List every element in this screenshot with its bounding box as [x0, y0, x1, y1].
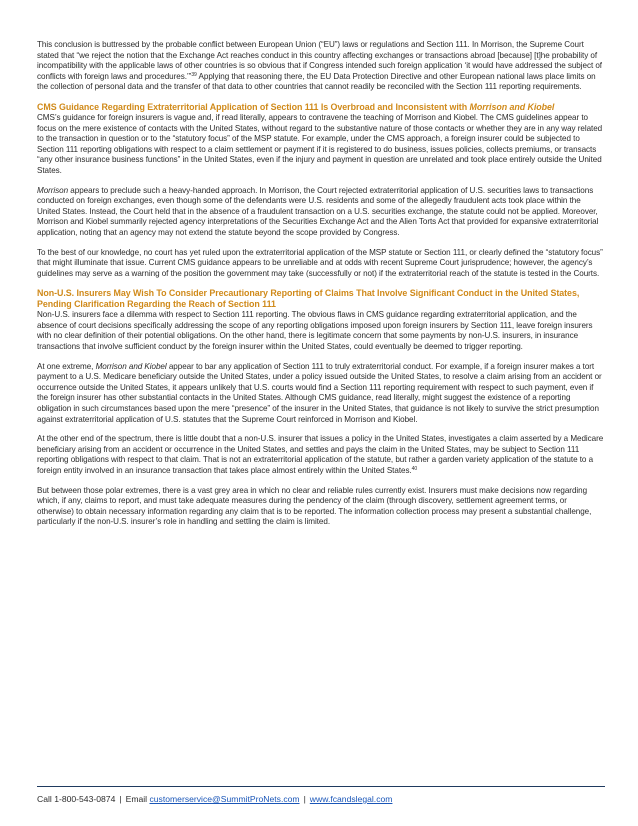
document-body	[37, 40, 605, 528]
case-name: Morrison and Kiobel	[95, 361, 167, 371]
section-heading-precautionary-reporting: Non-U.S. Insurers May Wish To Consider Precautionary Reporting of Claims That Involve Significant Conduct in the United States, Pending Clarification Regarding the Reach of Section 111	[37, 288, 580, 310]
footer-email-label: Email	[125, 794, 148, 804]
paragraph-text: appear to bar any application of Section 111 to truly extraterritorial conduct. For example, if a foreign insurer makes a tort payment to a U.S. Medicare beneficiary outside the United States, under a policy issued outside the United States, to resolve a claim arising from an accident or occurrence outside the United States, it appears unlikely that U.S. courts would find a Section 111 reporting requirement with respect to such payment, even if the foreign insurer has other substantial contacts in the United States. Although CMS guidance, read literally, might suggest the existence of a reporting obligation in such circumstances based upon the mere “presence” of the insurer in the United States, that guidance is not likely to survive the strict presumption against extraterritorial application of U.S. statutes that the Supreme Court reinforced in Morrison and Kiobel.	[37, 361, 602, 424]
paragraph-one-extreme	[37, 362, 605, 426]
paragraph-text: This conclusion is buttressed by the probable conflict between European Union (“EU”) laws or regulations and Section 111. In Morrison, the Supreme Court stated that “we reject the notion that the Exchange Act reaches conduct in this country affecting exchanges or transactions abroad [because] [t]he probability of incompatibility with the applicable laws of other countries is so obvious that if Congress intended such foreign application ‘it would have addressed the subject of conflicts with foreign laws and procedures.’”	[37, 40, 602, 81]
paragraph-text: appears to preclude such a heavy-handed approach. In Morrison, the Court rejected extraterritorial application of U.S. securities laws to transactions conducted on foreign exchanges, even though some of the defendants were U.S. residents and some of the allegedly fraudulent acts took place within the United States. Instead, the Court held that in the absence of a fraudulent transaction on a U.S. securities exchange, the statute could not be applied. Moreover, Morrison and Kiobel summarily rejected agency interpretations of the Securities Exchange Act and the Alien Torts Act that provided for expansive extraterritorial application, noting that an agency may not extend the statute beyond the scope provided by Congress.	[37, 185, 599, 237]
footer-separator: |	[119, 794, 122, 804]
footer-website-link[interactable]: www.fcandslegal.com	[309, 794, 393, 804]
section-heading-cms-guidance	[37, 102, 605, 113]
footer-divider	[37, 786, 605, 787]
footer-phone: Call 1-800-543-0874	[37, 794, 116, 804]
paragraph-text: Applying that reasoning there, the EU Data Protection Directive and other European national laws place limits on the collection of personal data and the transfer of that data to other countries that cannot readily be reconciled with the Section 111 reporting requirements.	[37, 71, 596, 92]
footer-contact	[37, 794, 605, 805]
paragraph-grey-area: But between those polar extremes, there is a vast grey area in which no clear and reliable rules currently exist. Insurers must make decisions now regarding which, if any, claims to report, and must take adequate measures during the pendency of the claim (through discovery, settlement agreement terms, or otherwise) to obtain necessary information regarding any claim that is to be reported. The information collection process may present a substantial challenge, particularly if the non-U.S. insurer’s role in handling and settling the claim is limited.	[37, 485, 592, 527]
paragraph-text: At one extreme,	[37, 361, 96, 371]
footnote-ref: 40	[411, 466, 418, 472]
paragraph-cms-guidance: CMS’s guidance for foreign insurers is vague and, if read literally, appears to contravene the teaching of Morrison and Kiobel. The CMS guidelines appear to focus on the mere existence of contacts with the United States, without regard to the substantive nature of those contacts or whether they are in any way related to the transaction in question or to the “statutory focus” of the MSP statute. For example, under the CMS approach, a foreign insurer could be subjected to Section 111 reporting obligations with respect to a claim settlement or payment if it is registered to do business, issues policies, collects premiums, or transacts “any other insurance business functions” in the United States, even if the injury and payment in question are unrelated and took place entirely outside the United States.	[37, 112, 603, 175]
paragraph-text: At the other end of the spectrum, there is little doubt that a non-U.S. insurer that issues a policy in the United States, investigates a claim asserted by a Medicare beneficiary arising from an accident or occurrence in the United States, and settles and pays the claim in the United States, may be subject to Section 111 reporting obligations with respect to that claim. That is not an extraterritorial application of the statute, but rather a garden variety application of the statute to a foreign entity involved in an insurance transaction that takes place almost entirely within the United States.	[37, 434, 604, 475]
heading-italic-text: Morrison and Kiobel	[469, 101, 555, 112]
paragraph-other-end	[37, 434, 605, 476]
footnote-ref: 39	[191, 71, 197, 78]
paragraph-morrison	[37, 186, 605, 239]
paragraph-no-court-ruling: To the best of our knowledge, no court has yet ruled upon the extraterritorial application of the MSP statute or Section 111, or clearly defined the “statutory focus” that might illuminate that issue. Current CMS guidance appears to be unreliable and at odds with recent Supreme Court jurisprudence; however, the agency’s guidelines may serve as a warning of the position the government may take (successfully or not) if the extraterritorial reach of the statute is tested in the Courts.	[37, 247, 603, 278]
paragraph-dilemma: Non-U.S. insurers face a dilemma with respect to Section 111 reporting. The obvious flaws in CMS guidance regarding extraterritorial application, and the absence of court decisions specifically addressing the scope of any reporting obligations imposed upon foreign insurers by Section 111, leave foreign insurers with no clear definition of their potential obligations. On the other hand, there is legitimate concern that some payments by non-U.S. insurers, in insurance transactions that involve sufficient conduct by the foreign insurer within the United States, could eventually be deemed to trigger reporting.	[37, 310, 593, 352]
footer-email-link[interactable]: customerservice@SummitProNets.com	[149, 794, 300, 804]
paragraph-eu-conflict	[37, 40, 605, 93]
footer-separator: |	[303, 794, 306, 804]
heading-text: CMS Guidance Regarding Extraterritorial Application of Section 111 Is Overbroad and Inconsistent with	[37, 101, 468, 112]
case-name: Morrison	[37, 185, 69, 195]
